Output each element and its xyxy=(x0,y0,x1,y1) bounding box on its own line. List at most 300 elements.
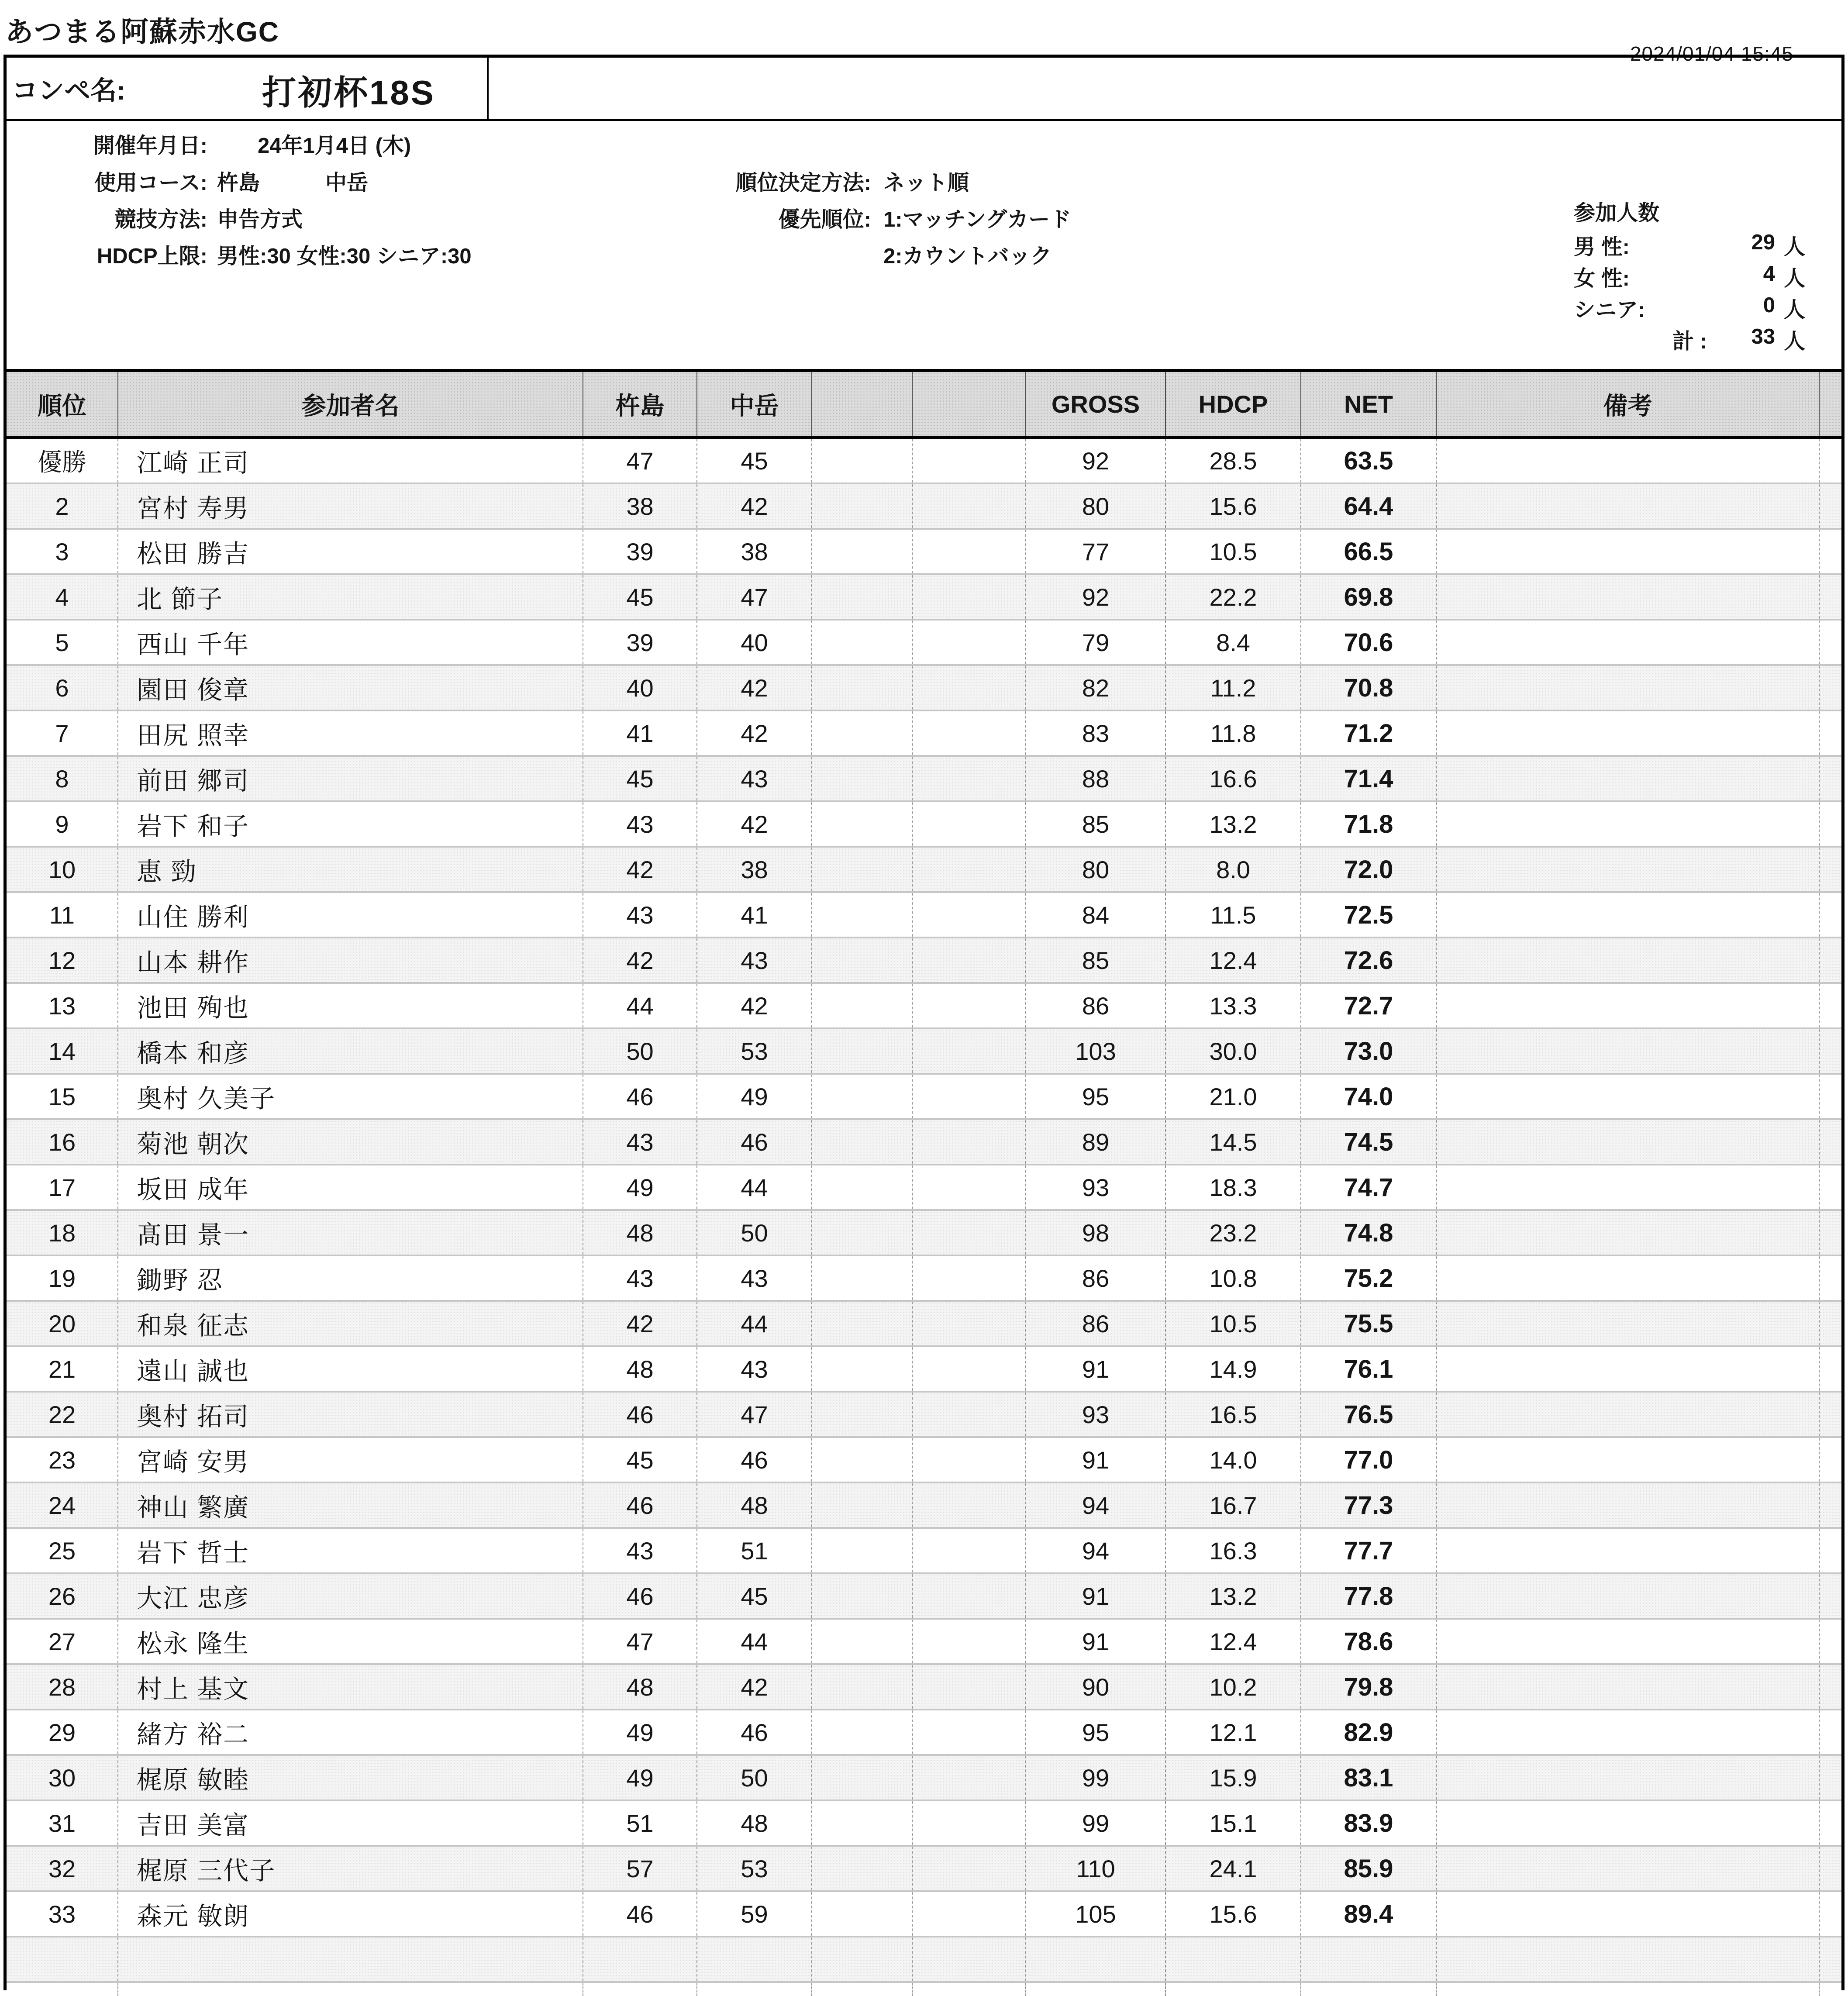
table-row xyxy=(7,1937,1841,1983)
gross-cell: 85 xyxy=(1026,802,1166,846)
header-gross: GROSS xyxy=(1026,372,1166,436)
empty-cell xyxy=(913,848,1026,891)
net-cell: 79.8 xyxy=(1301,1665,1437,1709)
empty-cell xyxy=(913,757,1026,800)
course2-score-cell: 38 xyxy=(697,530,812,573)
header-hdcp: HDCP xyxy=(1166,372,1301,436)
course2-score-cell: 44 xyxy=(697,1620,812,1663)
participants-senior-unit: 人 xyxy=(1784,298,1806,322)
rank-cell: 21 xyxy=(7,1347,118,1391)
player-name-cell: 西山 千年 xyxy=(118,621,583,664)
note-cell xyxy=(1437,938,1820,982)
course-value-2: 中岳 xyxy=(325,171,369,195)
hdcp-cell: 12.4 xyxy=(1166,1620,1301,1663)
gross-cell: 86 xyxy=(1026,984,1166,1027)
edge-gap-cell xyxy=(1820,1393,1841,1436)
gross-cell: 105 xyxy=(1026,1892,1166,1936)
participants-senior-value: 0 xyxy=(1763,293,1775,317)
course1-score-cell: 45 xyxy=(583,1438,697,1482)
player-name-cell: 梶原 敏睦 xyxy=(118,1756,583,1800)
course1-score-cell: 42 xyxy=(583,848,697,891)
table-row xyxy=(7,893,1841,938)
empty-cell xyxy=(913,893,1026,937)
rank-cell: 27 xyxy=(7,1620,118,1663)
empty-cell xyxy=(913,530,1026,573)
empty-cell xyxy=(913,1983,1026,1996)
table-row xyxy=(7,938,1841,984)
gross-cell: 99 xyxy=(1026,1756,1166,1800)
hdcp-cell: 16.5 xyxy=(1166,1393,1301,1436)
header-empty2 xyxy=(913,372,1026,436)
empty-cell xyxy=(812,1211,913,1255)
note-cell xyxy=(1437,1165,1820,1209)
results-table xyxy=(7,369,1841,1996)
player-name-cell: 松田 勝吉 xyxy=(118,530,583,573)
rank-cell: 9 xyxy=(7,802,118,846)
table-row xyxy=(7,484,1841,530)
player-name-cell: 松永 隆生 xyxy=(118,1620,583,1663)
table-row xyxy=(7,1983,1841,1996)
hdcp-cell: 11.5 xyxy=(1166,893,1301,937)
note-cell xyxy=(1437,1710,1820,1754)
edge-gap-cell xyxy=(1820,1211,1841,1255)
rank-cell: 23 xyxy=(7,1438,118,1482)
participants-title: 参加人数 xyxy=(1574,201,1660,225)
empty-cell xyxy=(812,1529,913,1572)
net-cell: 69.8 xyxy=(1301,575,1437,619)
hdcp-cell xyxy=(1166,1983,1301,1996)
note-cell xyxy=(1437,621,1820,664)
table-row xyxy=(7,1847,1841,1892)
player-name-cell: 山本 耕作 xyxy=(118,938,583,982)
empty-cell xyxy=(812,575,913,619)
gross-cell: 98 xyxy=(1026,1211,1166,1255)
participants-male-label: 男 性: xyxy=(1574,235,1630,259)
note-cell xyxy=(1437,1756,1820,1800)
competition-name-row xyxy=(7,58,1841,121)
course2-score-cell: 42 xyxy=(697,984,812,1027)
hdcp-cell: 18.3 xyxy=(1166,1165,1301,1209)
hdcp-cell: 28.5 xyxy=(1166,439,1301,483)
empty-cell xyxy=(913,1165,1026,1209)
player-name-cell: 村上 基文 xyxy=(118,1665,583,1709)
hdcp-cell: 13.3 xyxy=(1166,984,1301,1027)
net-cell: 72.0 xyxy=(1301,848,1437,891)
empty-cell xyxy=(812,530,913,573)
participants-female-label: 女 性: xyxy=(1574,267,1630,290)
edge-gap-cell xyxy=(1820,1165,1841,1209)
course1-score-cell: 57 xyxy=(583,1847,697,1890)
course2-score-cell: 51 xyxy=(697,1529,812,1572)
note-cell xyxy=(1437,893,1820,937)
rank-cell: 24 xyxy=(7,1483,118,1527)
course1-score-cell xyxy=(583,1937,697,1981)
net-cell: 73.0 xyxy=(1301,1029,1437,1073)
course2-score-cell: 49 xyxy=(697,1075,812,1118)
rank-cell: 優勝 xyxy=(7,439,118,483)
course1-score-cell: 42 xyxy=(583,1302,697,1345)
edge-gap-cell xyxy=(1820,1075,1841,1118)
rank-cell: 25 xyxy=(7,1529,118,1572)
empty-cell xyxy=(812,1937,913,1981)
rank-cell: 19 xyxy=(7,1256,118,1300)
empty-cell xyxy=(812,439,913,483)
empty-cell xyxy=(913,1574,1026,1618)
net-cell: 70.8 xyxy=(1301,666,1437,710)
rank-cell: 14 xyxy=(7,1029,118,1073)
gross-cell: 93 xyxy=(1026,1393,1166,1436)
empty-cell xyxy=(812,1801,913,1845)
empty-cell xyxy=(812,802,913,846)
note-cell xyxy=(1437,1483,1820,1527)
player-name-cell: 和泉 征志 xyxy=(118,1302,583,1345)
course2-score-cell: 44 xyxy=(697,1165,812,1209)
note-cell xyxy=(1437,1256,1820,1300)
header-course1: 杵島 xyxy=(583,372,697,436)
empty-cell xyxy=(812,666,913,710)
participants-male-unit: 人 xyxy=(1784,235,1806,259)
empty-cell xyxy=(913,1710,1026,1754)
priority-label: 優先順位: xyxy=(778,208,871,231)
net-cell: 83.9 xyxy=(1301,1801,1437,1845)
rank-cell: 15 xyxy=(7,1075,118,1118)
gross-cell: 92 xyxy=(1026,439,1166,483)
table-row xyxy=(7,1483,1841,1529)
rank-cell: 20 xyxy=(7,1302,118,1345)
gross-cell: 94 xyxy=(1026,1483,1166,1527)
empty-cell xyxy=(913,1483,1026,1527)
empty-cell xyxy=(913,1529,1026,1572)
player-name-cell xyxy=(118,1983,583,1996)
note-cell xyxy=(1437,530,1820,573)
table-row xyxy=(7,1347,1841,1393)
player-name-cell: 髙田 景一 xyxy=(118,1211,583,1255)
note-cell xyxy=(1437,1574,1820,1618)
empty-cell xyxy=(812,1347,913,1391)
competition-name: 打初杯18S xyxy=(262,73,435,112)
player-name-cell: 橋本 和彦 xyxy=(118,1029,583,1073)
gross-cell: 80 xyxy=(1026,484,1166,528)
player-name-cell: 園田 俊章 xyxy=(118,666,583,710)
table-row xyxy=(7,757,1841,802)
hdcp-cell: 30.0 xyxy=(1166,1029,1301,1073)
table-row xyxy=(7,848,1841,893)
edge-gap-cell xyxy=(1820,1256,1841,1300)
table-row xyxy=(7,984,1841,1029)
hdcp-cell: 10.5 xyxy=(1166,1302,1301,1345)
player-name-cell: 吉田 美富 xyxy=(118,1801,583,1845)
edge-gap-cell xyxy=(1820,938,1841,982)
net-cell: 71.4 xyxy=(1301,757,1437,800)
net-cell: 74.5 xyxy=(1301,1120,1437,1164)
net-cell: 76.5 xyxy=(1301,1393,1437,1436)
course2-score-cell: 50 xyxy=(697,1756,812,1800)
course2-score-cell: 59 xyxy=(697,1892,812,1936)
course1-score-cell: 43 xyxy=(583,1529,697,1572)
header-course2: 中岳 xyxy=(697,372,812,436)
gross-cell: 91 xyxy=(1026,1347,1166,1391)
empty-cell xyxy=(812,621,913,664)
edge-gap-cell xyxy=(1820,1347,1841,1391)
method-value: 申告方式 xyxy=(217,208,303,231)
note-cell xyxy=(1437,666,1820,710)
course1-score-cell: 42 xyxy=(583,938,697,982)
course2-score-cell: 47 xyxy=(697,1393,812,1436)
gross-cell xyxy=(1026,1937,1166,1981)
empty-cell xyxy=(812,1075,913,1118)
note-cell xyxy=(1437,1438,1820,1482)
gross-cell: 82 xyxy=(1026,666,1166,710)
rank-cell: 13 xyxy=(7,984,118,1027)
course1-score-cell: 47 xyxy=(583,439,697,483)
net-cell: 72.7 xyxy=(1301,984,1437,1027)
rank-cell: 18 xyxy=(7,1211,118,1255)
net-cell: 74.0 xyxy=(1301,1075,1437,1118)
table-row xyxy=(7,1165,1841,1211)
empty-cell xyxy=(913,666,1026,710)
course2-score-cell: 48 xyxy=(697,1483,812,1527)
edge-gap-cell xyxy=(1820,984,1841,1027)
header-rank: 順位 xyxy=(7,372,118,436)
course2-score-cell: 45 xyxy=(697,1574,812,1618)
net-cell: 74.8 xyxy=(1301,1211,1437,1255)
table-row xyxy=(7,575,1841,621)
course1-score-cell: 44 xyxy=(583,984,697,1027)
course1-score-cell: 48 xyxy=(583,1211,697,1255)
info-section xyxy=(7,121,1841,370)
net-cell: 83.1 xyxy=(1301,1756,1437,1800)
rank-cell: 5 xyxy=(7,621,118,664)
hdcp-cell: 24.1 xyxy=(1166,1847,1301,1890)
event-date-label: 開催年月日: xyxy=(93,134,207,158)
course1-score-cell xyxy=(583,1983,697,1996)
empty-cell xyxy=(812,1256,913,1300)
net-cell: 85.9 xyxy=(1301,1847,1437,1890)
course1-score-cell: 46 xyxy=(583,1075,697,1118)
table-row xyxy=(7,1256,1841,1302)
net-cell: 82.9 xyxy=(1301,1710,1437,1754)
empty-cell xyxy=(913,1892,1026,1936)
gross-cell: 90 xyxy=(1026,1665,1166,1709)
rank-cell: 28 xyxy=(7,1665,118,1709)
rank-cell: 31 xyxy=(7,1801,118,1845)
course2-score-cell: 43 xyxy=(697,938,812,982)
table-row xyxy=(7,1892,1841,1937)
empty-cell xyxy=(812,1120,913,1164)
course1-score-cell: 46 xyxy=(583,1393,697,1436)
course1-score-cell: 48 xyxy=(583,1665,697,1709)
player-name-cell: 山住 勝利 xyxy=(118,893,583,937)
hdcp-cell: 14.5 xyxy=(1166,1120,1301,1164)
course2-score-cell: 46 xyxy=(697,1120,812,1164)
note-cell xyxy=(1437,1075,1820,1118)
course2-score-cell: 41 xyxy=(697,893,812,937)
note-cell xyxy=(1437,1029,1820,1073)
course1-score-cell: 48 xyxy=(583,1347,697,1391)
rank-cell: 10 xyxy=(7,848,118,891)
course2-score-cell: 44 xyxy=(697,1302,812,1345)
net-cell: 72.5 xyxy=(1301,893,1437,937)
hdcp-cell: 23.2 xyxy=(1166,1211,1301,1255)
edge-gap-cell xyxy=(1820,1756,1841,1800)
edge-gap-cell xyxy=(1820,530,1841,573)
table-row xyxy=(7,711,1841,757)
course2-score-cell: 43 xyxy=(697,1347,812,1391)
empty-cell xyxy=(913,1438,1026,1482)
header-net: NET xyxy=(1301,372,1437,436)
edge-gap-cell xyxy=(1820,1029,1841,1073)
gross-cell: 80 xyxy=(1026,848,1166,891)
hdcp-limit-value: 男性:30 女性:30 シニア:30 xyxy=(217,245,472,268)
note-cell xyxy=(1437,1801,1820,1845)
net-cell: 71.2 xyxy=(1301,711,1437,755)
net-cell: 63.5 xyxy=(1301,439,1437,483)
table-row xyxy=(7,439,1841,484)
table-body xyxy=(7,439,1841,1996)
hdcp-cell xyxy=(1166,1937,1301,1981)
course2-score-cell xyxy=(697,1937,812,1981)
gross-cell: 91 xyxy=(1026,1438,1166,1482)
course-value-1: 杵島 xyxy=(217,171,260,195)
rank-cell: 4 xyxy=(7,575,118,619)
empty-cell xyxy=(913,802,1026,846)
player-name-cell: 梶原 三代子 xyxy=(118,1847,583,1890)
player-name-cell: 田尻 照幸 xyxy=(118,711,583,755)
header-empty1 xyxy=(812,372,913,436)
course-label: 使用コース: xyxy=(94,171,207,195)
course1-score-cell: 46 xyxy=(583,1483,697,1527)
course2-score-cell: 53 xyxy=(697,1029,812,1073)
participants-female-unit: 人 xyxy=(1784,267,1806,290)
hdcp-cell: 16.3 xyxy=(1166,1529,1301,1572)
player-name-cell: 鋤野 忍 xyxy=(118,1256,583,1300)
player-name-cell: 森元 敏朗 xyxy=(118,1892,583,1936)
ranking-method-value: ネット順 xyxy=(883,171,969,195)
gross-cell: 103 xyxy=(1026,1029,1166,1073)
edge-gap-cell xyxy=(1820,439,1841,483)
player-name-cell: 宮崎 安男 xyxy=(118,1438,583,1482)
rank-cell: 26 xyxy=(7,1574,118,1618)
rank-cell xyxy=(7,1983,118,1996)
empty-cell xyxy=(913,439,1026,483)
player-name-cell: 遠山 誠也 xyxy=(118,1347,583,1391)
gross-cell: 79 xyxy=(1026,621,1166,664)
edge-gap-cell xyxy=(1820,1665,1841,1709)
rank-cell: 33 xyxy=(7,1892,118,1936)
empty-cell xyxy=(913,1075,1026,1118)
note-cell xyxy=(1437,1120,1820,1164)
course1-score-cell: 46 xyxy=(583,1892,697,1936)
rank-cell: 12 xyxy=(7,938,118,982)
hdcp-cell: 21.0 xyxy=(1166,1075,1301,1118)
table-row xyxy=(7,1710,1841,1756)
empty-cell xyxy=(913,1302,1026,1345)
gross-cell: 89 xyxy=(1026,1120,1166,1164)
rank-cell: 22 xyxy=(7,1393,118,1436)
edge-gap-cell xyxy=(1820,802,1841,846)
hdcp-cell: 10.8 xyxy=(1166,1256,1301,1300)
gross-cell: 95 xyxy=(1026,1710,1166,1754)
empty-cell xyxy=(812,1393,913,1436)
note-cell xyxy=(1437,1983,1820,1996)
course1-score-cell: 39 xyxy=(583,530,697,573)
note-cell xyxy=(1437,1847,1820,1890)
note-cell xyxy=(1437,1665,1820,1709)
table-row xyxy=(7,1756,1841,1801)
net-cell: 64.4 xyxy=(1301,484,1437,528)
course2-score-cell: 48 xyxy=(697,1801,812,1845)
hdcp-cell: 16.7 xyxy=(1166,1483,1301,1527)
gross-cell: 92 xyxy=(1026,575,1166,619)
rank-cell: 2 xyxy=(7,484,118,528)
table-row xyxy=(7,1211,1841,1256)
net-cell: 77.3 xyxy=(1301,1483,1437,1527)
net-cell: 78.6 xyxy=(1301,1620,1437,1663)
empty-cell xyxy=(812,1620,913,1663)
player-name-cell xyxy=(118,1937,583,1981)
course2-score-cell: 42 xyxy=(697,802,812,846)
gross-cell: 85 xyxy=(1026,938,1166,982)
gross-cell xyxy=(1026,1983,1166,1996)
course1-score-cell: 43 xyxy=(583,1120,697,1164)
course1-score-cell: 43 xyxy=(583,893,697,937)
edge-gap-cell xyxy=(1820,848,1841,891)
player-name-cell: 菊池 朝次 xyxy=(118,1120,583,1164)
hdcp-cell: 13.2 xyxy=(1166,802,1301,846)
rank-cell: 3 xyxy=(7,530,118,573)
table-row xyxy=(7,621,1841,666)
edge-gap-cell xyxy=(1820,757,1841,800)
course2-score-cell: 42 xyxy=(697,711,812,755)
gross-cell: 86 xyxy=(1026,1256,1166,1300)
method-label: 競技方法: xyxy=(114,208,207,231)
priority-value-2: 2:カウントバック xyxy=(883,245,1052,268)
rank-cell: 30 xyxy=(7,1756,118,1800)
net-cell: 71.8 xyxy=(1301,802,1437,846)
rank-cell: 7 xyxy=(7,711,118,755)
empty-cell xyxy=(812,848,913,891)
edge-gap-cell xyxy=(1820,1847,1841,1890)
participants-total-label: 計 : xyxy=(1672,330,1707,353)
priority-value-1: 1:マッチングカード xyxy=(883,208,1072,231)
empty-cell xyxy=(812,984,913,1027)
net-cell: 77.0 xyxy=(1301,1438,1437,1482)
edge-gap-cell xyxy=(1820,1574,1841,1618)
note-cell xyxy=(1437,802,1820,846)
note-cell xyxy=(1437,1937,1820,1981)
empty-cell xyxy=(812,1756,913,1800)
empty-cell xyxy=(913,1347,1026,1391)
course1-score-cell: 39 xyxy=(583,621,697,664)
course1-score-cell: 45 xyxy=(583,575,697,619)
table-row xyxy=(7,1529,1841,1574)
player-name-cell: 岩下 和子 xyxy=(118,802,583,846)
hdcp-cell: 15.1 xyxy=(1166,1801,1301,1845)
course1-score-cell: 49 xyxy=(583,1165,697,1209)
rank-cell xyxy=(7,1937,118,1981)
note-cell xyxy=(1437,575,1820,619)
empty-cell xyxy=(913,575,1026,619)
table-row xyxy=(7,1393,1841,1438)
net-cell: 77.7 xyxy=(1301,1529,1437,1572)
edge-gap-cell xyxy=(1820,575,1841,619)
participants-total-unit: 人 xyxy=(1784,330,1806,353)
edge-gap-cell xyxy=(1820,666,1841,710)
player-name-cell: 前田 郷司 xyxy=(118,757,583,800)
rank-cell: 32 xyxy=(7,1847,118,1890)
gross-cell: 77 xyxy=(1026,530,1166,573)
hdcp-cell: 10.2 xyxy=(1166,1665,1301,1709)
